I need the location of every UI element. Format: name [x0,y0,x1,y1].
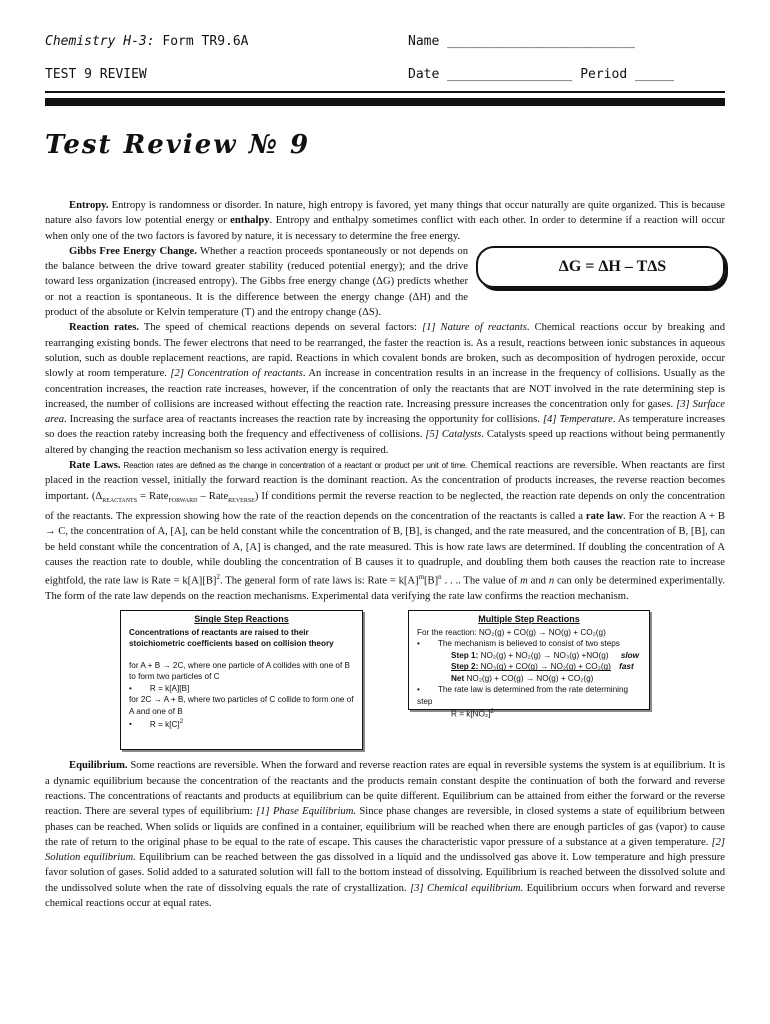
equilibrium-text: Equilibrium occurs when forward and reverse chemical reactions occur at equal rates. [45,882,725,910]
rates-text: . As temperature increases so does the reaction rateby increasing both the frequency and effectiveness of collisions. [45,414,725,441]
entropy-paragraph [45,198,725,244]
equilibrium-type-2: [2] Solution equilibrium. [45,836,725,864]
single-step-rate-1 [129,683,354,695]
rates-text: . An increase in concentration results in an increase in the frequency of collisions. Usually as the concentration increases, the reaction rate increases, however, if the concentration of only the reactants that are NOT involved in the rate determining step is increased, the number of collisions are increased without effecting the reaction rate. Increasing pressure increases the concentration only for gases. [45,368,725,410]
gibbs-equation-box: ΔG = ΔH – TΔS [476,246,725,288]
single-step-rate-2 [129,717,354,730]
multiple-step-title: Multiple Step Reactions [478,614,580,625]
rates-paragraph [45,320,725,458]
ratelaws-text: . The general form of rate laws is: Rate = k[A] [219,575,419,587]
equilibrium-text: Equilibrium can be reached between the gas dissolved in a liquid and the undissolved gas above it. Low temperature and high pressure favor solution of gases. Solid added to a saturated solution will fall to the bottom instead of dissolving. Equilibrium is reached between the dissolved solute and the undissolved solute when the rate of dissolving equals the rate of crystallization. [45,852,726,894]
equilibrium-paragraph [45,758,725,911]
rates-heading: Reaction rates. [69,322,140,334]
step-1-equation: NO₂(g) + NO₂(g) → NO₃(g) +NO(g) [478,650,609,660]
reaction-boxes [45,606,725,754]
ratelaws-text: – Rate [197,490,229,502]
bullet: • [417,639,420,649]
equilibrium-type-1: [1] Phase Equilibrium. [256,806,357,818]
ratelaws-text: = Rate [137,490,169,502]
entropy-heading: Entropy. [69,200,109,211]
gibbs-text: Whether a reaction proceeds spontaneously or not depends on the balance between the drive toward greater stability (reduced potential energy); and the drive toward less organization (increased entropy). The Gibbs free energy change (ΔG) predicts whether or not a reaction is spontaneous. It is the difference between the energy change (ΔH) and the product of the absolute or Kelvin temperature (T) and the entropy change (ΔS). [45,245,468,319]
rate-law-text: The rate law is determined from the rate determining step [417,685,629,706]
equilibrium-text: Some reactions are reversible. When the forward and reverse reaction rates are equal in reversible systems the system is at equilibrium. It is a dynamic equilibrium because the concentration of the reactants and the products remain constant despite the continuation of both the forward and reverse reactions. The concentrations of reactants and products at equilibrium can be quite different. Equilibrium can be attained from either the forward or the reverse reaction. There are several types of equilibrium: [45,760,725,818]
course-name: Chemistry H-3: [45,34,155,49]
superscript-m: m [418,573,425,582]
bullet: • [129,720,132,730]
step-2-equation: NO₃(g) + CO(g) → NO₂(g) + CO₂(g) [478,662,611,672]
single-step-box [120,610,363,750]
ratelaws-text: [B] [424,575,439,587]
ratelaws-paragraph [45,458,725,604]
rates-text: . Chemical reactions occur by breaking and rearranging existing bonds. The fewer electrons that need to be rearranged, the faster the reaction is. As a result, reactions between ionic substances in aqueous solution, such as double replacement reactions, are rapid. Reactions in which covalent bonds are broken, such as decomposition of hydrogen peroxide, occur slowly at room temperature. [45,322,725,380]
ratelaws-text: . . .. The value of [441,575,521,587]
variable-m: m [520,575,528,587]
name-field[interactable]: ________________________ [447,34,635,49]
step-1-label: Step 1: [451,650,479,660]
rates-text: . Catalysts speed up reactions without being permanently altered by changing the reaction mechanism so less activation energy is required. [45,429,725,456]
rates-text: . Increasing the surface area of reactants increases the reaction rate by increasing the opportunity for collisions. [64,414,543,426]
header-rule-thick [45,98,725,106]
ratelaws-text: can only be determined experimentally. The form of the rate law depends on the reaction mechanisms. Experimental data verifying the rate law confirms the reaction mechanism. [45,575,725,603]
factor-2: [2] Concentration of reactants [170,368,303,380]
net-equation: NO₂(g) + CO(g) → NO(g) + CO₂(g) [464,673,594,683]
entropy-text-2: . Entropy and enthalpy sometimes conflict with each other. In order to determine if a reaction will occur when only one of the two factors is favored by nature, it is necessary to determine the free energy. [45,215,726,242]
rate-law-line [417,684,641,707]
gibbs-heading: Gibbs Free Energy Change. [69,245,197,257]
period-label: Period [580,67,628,82]
subscript-forward: FORWARD [168,497,198,504]
subscript-reactants: REACTANTS [102,497,138,504]
header-rule-thin [45,91,725,93]
enthalpy-term: enthalpy [230,215,270,227]
net-label: Net [451,673,465,683]
header-course [45,34,249,49]
mechanism-line [417,638,641,650]
multiple-step-reaction: For the reaction: NO₂(g) + CO(g) → NO(g) + CO₂(g) [417,627,606,637]
ratelaws-heading: Rate Laws. [69,460,121,472]
rate-expression-2: R = k[C] [149,720,180,730]
factor-5: [5] Catalysts [425,429,482,441]
document-body [45,198,725,911]
multiple-step-box [408,610,650,720]
multi-rate-line [417,707,641,720]
date-label: Date [408,67,440,82]
fast-label: fast [619,662,634,672]
single-step-example-2: for 2C → A + B, where two particles of C collide to form one of A and one of B [129,695,354,716]
net-line [417,673,641,685]
variable-n: n [548,575,555,587]
rate-definition: Reaction rates are defined as the change in concentration of a reactant or product per unit of time. [120,461,468,471]
single-step-title: Single Step Reactions [194,614,289,625]
ratelaws-text: Chemical reactions are reversible. When reactants are first placed in the reaction vessel, initially the forward reaction is the dominant reaction. As the concentration of products increases, the reverse reaction becomes important. (Δ [45,460,725,502]
multi-rate-expression: R = k[NO₂] [451,710,491,720]
bullet: • [129,683,132,693]
name-label: Name [408,34,440,49]
subscript-reverse: REVERSE [228,497,255,504]
factor-3: [3] Surface area [45,398,725,426]
equilibrium-heading: Equilibrium. [69,760,128,772]
superscript-2: 2 [490,709,494,716]
mechanism-text: The mechanism is believed to consist of two steps [437,639,620,649]
ratelaws-text: and [527,575,549,587]
ratelaws-text: . For the reaction A + B → C, the concentration of A, [A], can be held constant while the concentration of B, [B], is changed, and the rate measured, and the concentration of B, [B], can be held constant while the concentration of A, [A] is changed, and the rate measured. This is how rate laws are determined. If doubling the concentration of A causes the reaction rate to double, while doubling the concentration of B causes it to quadruple, and doubling them both causes the reaction rate to increase eightfold, the rate law is Rate = k[A][B] [45,511,725,587]
rate-law-term: rate law [585,511,624,523]
bullet: • [417,685,420,695]
single-step-example-1: for A + B → 2C, where one particle of A collides with one of B to form two particles of C [129,660,350,682]
step-2-line [417,661,641,673]
date-field[interactable]: ________________ [447,67,573,82]
superscript-2: 2 [179,719,184,726]
ratelaws-text: ) If conditions permit the reverse reaction to be neglected, the reaction rate depends on only the concentration of the reactants. The expression showing how the rate of the reaction depends on the concentration of the reactants is called a [45,490,725,523]
gibbs-paragraph [45,244,725,320]
entropy-text: Entropy is randomness or disorder. In nature, high entropy is favored, yet many things that occur naturally are quite organized. This is because nature also favors low potential energy or [45,200,725,227]
period-field[interactable]: _____ [635,67,675,82]
single-step-rule: Concentrations of reactants are raised to their stoichiometric coefficients based on collision theory [129,627,334,649]
name-line [408,34,635,49]
page-title: Test Review № 9 [45,130,311,160]
step-1-line [417,650,641,662]
slow-label: slow [620,650,640,660]
factor-1: [1] Nature of reactants [422,322,527,334]
test-label: TEST 9 REVIEW [45,67,147,82]
step-2-label: Step 2: [451,662,479,672]
equilibrium-text: Since phase changes are reversible, in closed systems a state of equilibrium between phases can be reached. When solids or liquids are confined in a container, equilibrium will be reached when there are enough particles of gas (vapor) to cause the rate of return to the original phase to be equal to the rate of escape. This causes the characteristic vapor pressure of a substance at a given temperature. [45,806,725,848]
rate-expression-1: R = k[A][B] [149,683,190,693]
form-number: Form TR9.6A [162,34,249,49]
superscript-2: 2 [216,573,220,582]
factor-4: [4] Temperature [542,414,613,426]
equilibrium-type-3: [3] Chemical equilibrium. [410,882,524,894]
date-period-line [408,67,674,82]
superscript-n: n [438,573,442,582]
rates-text: The speed of chemical reactions depends on several factors: [139,322,422,334]
